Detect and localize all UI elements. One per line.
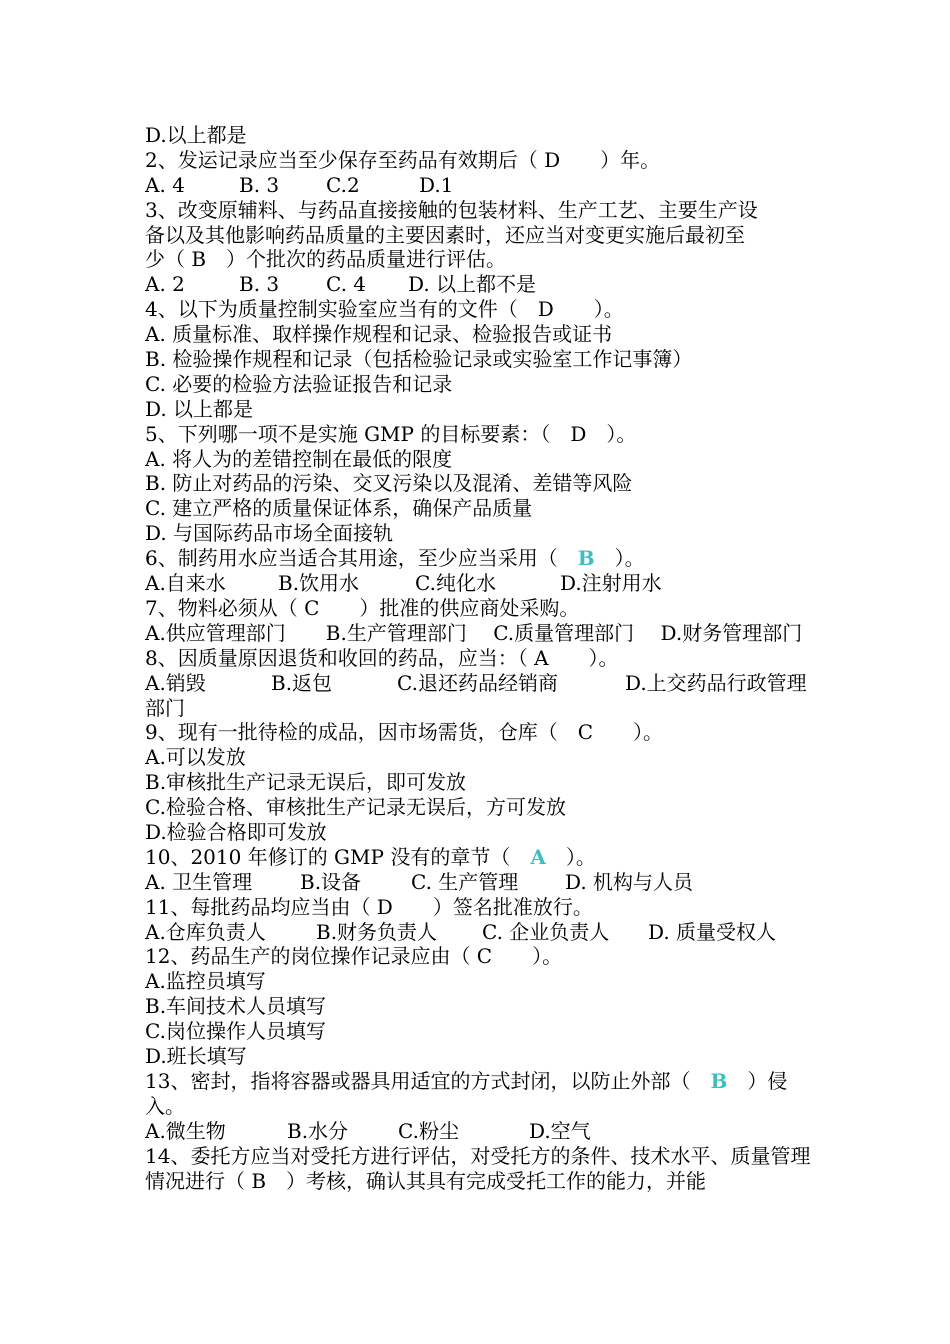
text-segment: 10、2010 年修订的 GMP 没有的章节（ — [145, 844, 531, 869]
text-segment: D.上交药品行政管理部门 — [145, 670, 807, 720]
text-segment: C.岗位操作人员填写 — [145, 1019, 326, 1044]
text-segment: 14、委托方应当对受托方进行评估，对受托方的条件、技术水平、质量管理情况进行（ B ）考核，确认其具有完成受托工作的能力，并能 — [145, 1143, 811, 1193]
text-segment: A.仓库负责人 — [145, 919, 266, 944]
text-line — [145, 546, 815, 571]
text-line — [145, 397, 815, 422]
text-segment: C.2 — [326, 172, 360, 197]
text-segment: 2、发运记录应当至少保存至药品有效期后（ D ）年。 — [145, 147, 661, 172]
text-segment: D. 以上都不是 — [408, 272, 537, 297]
text-segment: 6、制药用水应当适合其用途，至少应当采用（ — [145, 546, 578, 571]
text-line — [145, 272, 815, 297]
text-segment: C.纯化水 — [415, 571, 496, 596]
text-segment: C. 必要的检验方法验证报告和记录 — [145, 371, 453, 396]
text-line — [145, 944, 815, 969]
text-segment: 3、改变原辅料、与药品直接接触的包装材料、生产工艺、主要生产设 — [145, 197, 758, 222]
text-segment: C. 4 — [326, 272, 367, 297]
answer-highlight: A — [530, 844, 546, 869]
text-segment: D.检验合格即可发放 — [145, 819, 327, 844]
text-segment: D. 与国际药品市场全面接轨 — [145, 521, 394, 546]
text-line — [145, 745, 815, 770]
text-segment: B. 防止对药品的污染、交叉污染以及混淆、差错等风险 — [145, 471, 633, 496]
text-segment: 12、药品生产的岗位操作记录应由（ C ）。 — [145, 944, 563, 969]
text-line — [145, 521, 815, 546]
text-segment: B. 3 — [239, 272, 280, 297]
text-line — [145, 969, 815, 994]
text-segment: 备以及其他影响药品质量的主要因素时，还应当对变更实施后最初至 — [145, 222, 745, 247]
text-line — [145, 173, 815, 198]
text-line — [145, 322, 815, 347]
text-segment: 8、因质量原因退货和收回的药品，应当：（ A ）。 — [145, 645, 619, 670]
text-line — [145, 870, 815, 895]
text-segment: D. 以上都是 — [145, 396, 254, 421]
text-line — [145, 297, 815, 322]
text-segment: D.空气 — [529, 1118, 591, 1143]
text-segment: A. 卫生管理 — [145, 869, 253, 894]
text-segment: C. 建立严格的质量保证体系，确保产品质量 — [145, 496, 533, 521]
text-line — [145, 1144, 815, 1194]
text-segment: B.饮用水 — [278, 571, 360, 596]
document-page — [145, 123, 815, 1193]
text-line — [145, 994, 815, 1019]
text-line — [145, 895, 815, 920]
text-segment: ）。 — [594, 546, 645, 571]
text-line — [145, 198, 815, 223]
text-line — [145, 646, 815, 671]
text-segment: B.车间技术人员填写 — [145, 994, 327, 1019]
answer-highlight: B — [577, 546, 595, 571]
text-line — [145, 920, 815, 945]
text-segment: C. 企业负责人 — [482, 919, 610, 944]
text-segment: A.销毁 — [145, 670, 206, 695]
text-segment: B. 3 — [239, 172, 280, 197]
text-segment: B.水分 — [287, 1118, 349, 1143]
text-line — [145, 845, 815, 870]
text-line — [145, 596, 815, 621]
text-line — [145, 571, 815, 596]
text-segment: 少（ B ）个批次的药品质量进行评估。 — [145, 247, 507, 272]
text-segment: A.微生物 — [145, 1118, 226, 1143]
text-line — [145, 471, 815, 496]
text-segment: B.财务负责人 — [316, 919, 438, 944]
text-segment: 7、物料必须从（ C ）批准的供应商处采购。 — [145, 595, 580, 620]
text-segment: A. 将人为的差错控制在最低的限度 — [145, 446, 453, 471]
text-line — [145, 720, 815, 745]
text-line — [145, 671, 815, 721]
text-segment: B.返包 — [271, 670, 333, 695]
text-line — [145, 1044, 815, 1069]
text-segment: A. 4 — [145, 172, 185, 197]
text-line — [145, 123, 815, 148]
text-segment: B.审核批生产记录无误后，即可发放 — [145, 770, 467, 795]
text-segment: D. 机构与人员 — [565, 869, 694, 894]
text-segment: A. 质量标准、取样操作规程和记录、检验报告或证书 — [145, 322, 613, 347]
text-line — [145, 496, 815, 521]
text-segment: ）。 — [545, 844, 596, 869]
text-segment: C.粉尘 — [398, 1118, 459, 1143]
text-segment: D.班长填写 — [145, 1044, 247, 1068]
text-line — [145, 621, 815, 646]
text-line — [145, 372, 815, 397]
text-line — [145, 795, 815, 820]
text-segment: A.自来水 — [145, 571, 226, 596]
text-segment: A.监控员填写 — [145, 969, 266, 994]
text-segment: 11、每批药品均应当由（ D ）签名批准放行。 — [145, 894, 593, 919]
text-segment: 13、密封，指将容器或器具用适宜的方式封闭，以防止外部（ — [145, 1068, 711, 1093]
text-segment: 4、以下为质量控制实验室应当有的文件（ D ）。 — [145, 297, 624, 322]
text-line — [145, 1119, 815, 1144]
text-segment: D.以上都是 — [145, 123, 247, 147]
text-segment: C.退还药品经销商 — [397, 670, 558, 695]
text-segment: C. 生产管理 — [411, 869, 519, 894]
text-segment: A.可以发放 — [145, 745, 246, 770]
text-line — [145, 223, 815, 248]
text-line — [145, 1069, 815, 1119]
text-segment: B.设备 — [300, 869, 362, 894]
text-line — [145, 247, 815, 272]
text-line — [145, 447, 815, 472]
text-segment: D. 质量受权人 — [648, 919, 777, 944]
text-line — [145, 1019, 815, 1044]
text-segment: A. 2 — [145, 272, 185, 297]
text-segment: 9、现有一批待检的成品，因市场需货，仓库（ C ）。 — [145, 720, 664, 745]
text-line — [145, 422, 815, 447]
text-segment: A.供应管理部门 B.生产管理部门 C.质量管理部门 D.财务管理部门 — [145, 620, 803, 645]
text-segment: B. 检验操作规程和记录（包括检验记录或实验室工作记事簿） — [145, 347, 693, 372]
text-line — [145, 770, 815, 795]
text-segment: D.1 — [419, 172, 454, 197]
text-line — [145, 148, 815, 173]
text-segment: C.检验合格、审核批生产记录无误后，方可发放 — [145, 795, 566, 820]
answer-highlight: B — [710, 1068, 728, 1093]
text-segment: D.注射用水 — [560, 571, 662, 596]
text-segment: ）侵入。 — [145, 1068, 788, 1118]
text-line — [145, 347, 815, 372]
text-segment: 5、下列哪一项不是实施 GMP 的目标要素：（ D ）。 — [145, 421, 637, 446]
text-line — [145, 820, 815, 845]
